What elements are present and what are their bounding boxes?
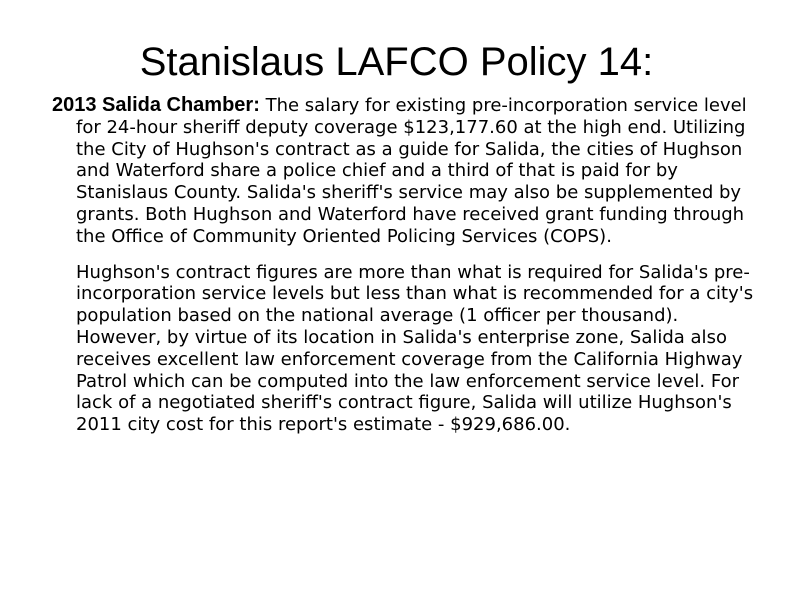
- slide-title: Stanislaus LAFCO Policy 14:: [139, 40, 654, 84]
- paragraph-text: The salary for existing pre-incorporation service level for 24-hour sheriff deputy coverage $123,177.60 at the high end. Utilizing the City of Hughson's contract as a guide for Salida, the cities of Hughson and Waterford share a police chief and a third of that is paid for by Stanislaus County. Salida's sheriff's service may also be supplemented by grants. Both Hughson and Waterford have received grant funding through the Office of Community Oriented Policing Services (COPS).: [76, 95, 747, 247]
- slide-body: [52, 95, 764, 436]
- paragraph-lead-label: 2013 Salida Chamber:: [52, 94, 260, 116]
- paragraph-hughson-contract: [52, 262, 764, 436]
- paragraph-text: Hughson's contract figures are more than what is required for Salida's pre-incorporation service levels but less than what is recommended for a city's population based on the national average (1 officer per thousand). However, by virtue of its location in Salida's enterprise zone, Salida also receives excellent law enforcement coverage from the California Highway Patrol which can be computed into the law enforcement service level. For lack of a negotiated sheriff's contract figure, Salida will utilize Hughson's 2011 city cost for this report's estimate - $929,686.00.: [76, 261, 754, 436]
- paragraph-salida-chamber: [52, 95, 764, 248]
